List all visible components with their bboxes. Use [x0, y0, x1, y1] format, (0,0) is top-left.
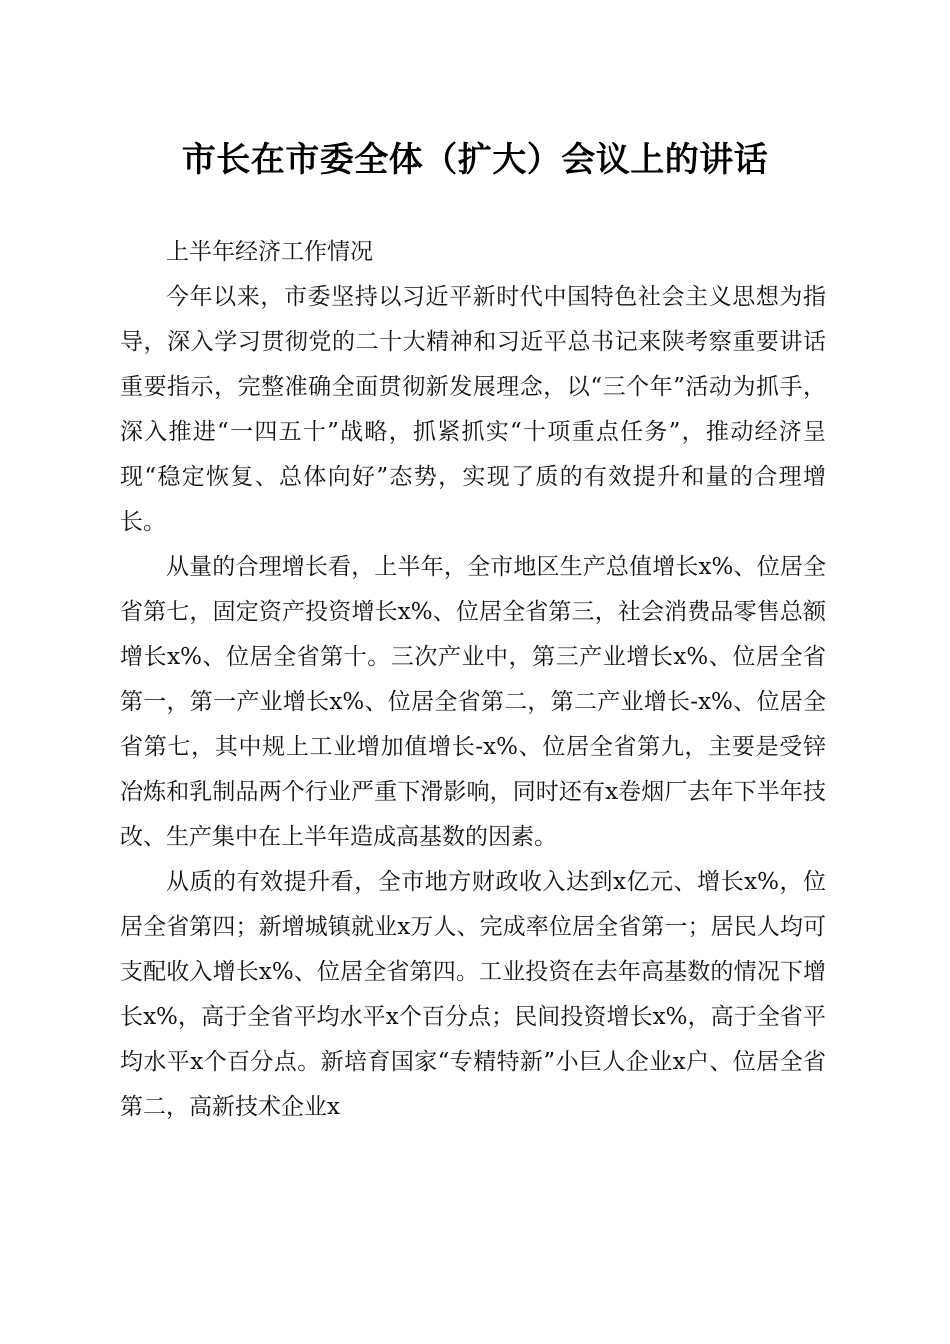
paragraph-intro: 今年以来，市委坚持以习近平新时代中国特色社会主义思想为指导，深入学习贯彻党的二十大精神和习近平总书记来陕考察重要讲话重要指示，完整准确全面贯彻新发展理念，以“三个年”活动为抓手，深入推进“一四五十”战略，抓紧抓实“十项重点任务”，推动经济呈现“稳定恢复、总体向好”态势，实现了质的有效提升和量的合理增长。	[120, 284, 826, 535]
section-heading: 上半年经济工作情况	[166, 239, 373, 265]
document-body	[120, 230, 826, 1130]
paragraph-quality-improvement: 从质的有效提升看，全市地方财政收入达到x亿元、增长x%，位居全省第四；新增城镇就业x万人、完成率位居全省第一；居民人均可支配收入增长x%、位居全省第四。工业投资在去年高基数的情况下增长x%，高于全省平均水平x个百分点；民间投资增长x%，高于全省平均水平x个百分点。新培育国家“专精特新”小巨人企业x户、位居全省第二，高新技术企业x	[120, 869, 826, 1120]
document-title: 市长在市委全体（扩大）会议上的讲话	[181, 140, 769, 180]
paragraph-quantity-growth: 从量的合理增长看，上半年，全市地区生产总值增长x%、位居全省第七，固定资产投资增长x%、位居全省第三，社会消费品零售总额增长x%、位居全省第十。三次产业中，第三产业增长x%、位居全省第一，第一产业增长x%、位居全省第二，第二产业增长-x%、位居全省第七，其中规上工业增加值增长-x%、位居全省第九，主要是受锌冶炼和乳制品两个行业严重下滑影响，同时还有x卷烟厂去年下半年技改、生产集中在上半年造成高基数的因素。	[120, 554, 826, 850]
